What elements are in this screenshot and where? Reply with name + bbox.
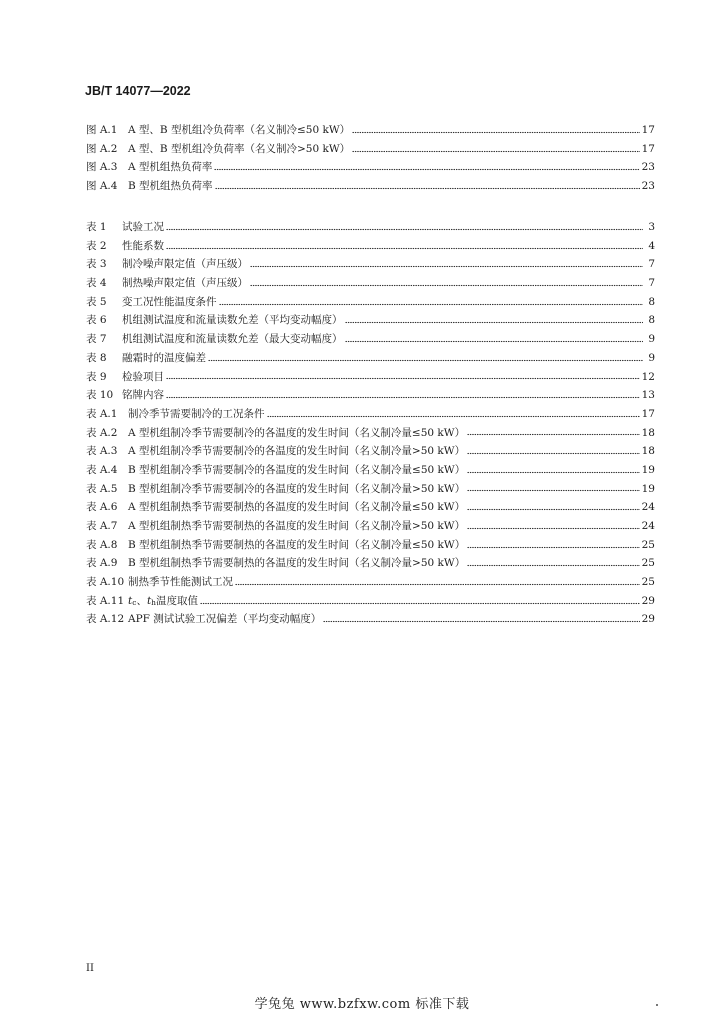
entry-page: 17 xyxy=(641,407,655,420)
entry-number: 表 8 xyxy=(86,351,107,364)
entry-title: B 型机组制热季节需要制热的各温度的发生时间（名义制冷量>50 kW） xyxy=(128,557,466,570)
dot-leader xyxy=(250,261,643,268)
toc-entry-table[interactable] xyxy=(86,255,655,274)
document-number: JB/T 14077—2022 xyxy=(85,84,191,98)
entry-number: 图 A.1 xyxy=(86,124,118,136)
entry-number: 表 9 xyxy=(86,370,107,383)
entry-number: 图 A.3 xyxy=(86,161,118,174)
dot-leader xyxy=(345,317,644,324)
dot-leader xyxy=(166,392,640,399)
entry-page: 12 xyxy=(641,370,655,383)
entry-number: 表 A.6 xyxy=(86,501,118,514)
toc-entry-table[interactable] xyxy=(86,237,655,256)
entry-title: 试验工况 xyxy=(122,221,164,233)
temperature-symbol-t: t xyxy=(128,594,133,607)
toc-entry-table[interactable] xyxy=(86,330,655,349)
entry-page: 19 xyxy=(641,463,655,476)
entry-number: 表 1 xyxy=(86,221,107,233)
dot-leader xyxy=(352,127,640,134)
entry-number: 表 A.2 xyxy=(86,426,118,439)
title-text: 温度取值 xyxy=(156,594,199,607)
entry-page: 23 xyxy=(641,180,655,193)
entry-title: B 型机组热负荷率 xyxy=(128,180,213,193)
dot-leader xyxy=(467,448,640,455)
entry-title: 制冷噪声限定值（声压级） xyxy=(122,258,248,271)
entry-page: 23 xyxy=(641,161,655,174)
entry-title: APF 测试试验工况偏差（平均变动幅度） xyxy=(128,613,322,626)
entry-number: 表 2 xyxy=(86,239,107,252)
entry-number: 表 A.9 xyxy=(86,557,118,570)
entry-page: 4 xyxy=(648,239,655,252)
entry-title: A 型机组制热季节需要制热的各温度的发生时间（名义制冷量>50 kW） xyxy=(128,520,466,532)
toc-entry-table[interactable] xyxy=(86,536,655,555)
dot-leader xyxy=(166,224,643,231)
dot-leader xyxy=(352,146,640,153)
entry-page: 18 xyxy=(641,445,655,458)
entry-number: 表 10 xyxy=(86,389,114,402)
entry-page: 9 xyxy=(648,351,655,364)
toc-entry-table[interactable] xyxy=(86,274,655,293)
entry-title: A 型机组制冷季节需要制冷的各温度的发生时间（名义制冷量>50 kW） xyxy=(128,445,466,458)
dot-leader xyxy=(166,243,643,250)
toc-entry-table[interactable] xyxy=(86,498,655,517)
entry-page: 13 xyxy=(641,389,655,402)
entry-number: 图 A.2 xyxy=(86,142,118,155)
entry-number: 表 A.12 xyxy=(86,613,125,626)
toc-entry-figure[interactable] xyxy=(86,177,655,196)
dot-leader xyxy=(267,411,640,418)
entry-number: 表 4 xyxy=(86,277,107,290)
entry-number: 表 5 xyxy=(86,295,107,308)
dot-leader xyxy=(250,280,643,287)
dot-leader xyxy=(323,616,639,623)
entry-title: 融霜时的温度偏差 xyxy=(122,351,206,364)
toc-entry-figure[interactable] xyxy=(86,140,655,159)
dot-leader xyxy=(166,373,640,380)
entry-number: 表 6 xyxy=(86,314,107,327)
entry-page: 25 xyxy=(641,576,655,589)
watermark-text: 学兔兔 www.bzfxw.com 标准下载 xyxy=(254,997,470,1012)
entry-title: A 型机组制热季节需要制热的各温度的发生时间（名义制冷量≤50 kW） xyxy=(128,501,466,514)
dot-leader xyxy=(208,355,643,362)
entry-page: 19 xyxy=(641,482,655,495)
entry-page: 24 xyxy=(641,501,655,514)
temperature-symbol-t: t xyxy=(146,594,152,607)
entry-number: 表 A.7 xyxy=(86,520,118,532)
entry-title: A 型、B 型机组冷负荷率（名义制冷>50 kW） xyxy=(128,142,351,155)
entry-page: 17 xyxy=(641,124,655,136)
toc-entry-table[interactable] xyxy=(86,592,655,611)
entry-number: 表 3 xyxy=(86,258,107,271)
toc-entry-table[interactable] xyxy=(86,554,655,573)
toc-entry-table[interactable] xyxy=(86,293,655,312)
entry-page: 25 xyxy=(641,557,655,570)
toc-entry-table[interactable] xyxy=(86,424,655,443)
entry-title: 机组测试温度和流量读数允差（平均变动幅度） xyxy=(122,314,343,327)
entry-title: A 型、B 型机组冷负荷率（名义制冷≤50 kW） xyxy=(128,124,351,136)
entry-number: 表 A.1 xyxy=(86,407,118,420)
entry-page: 7 xyxy=(648,258,655,271)
entry-title: B 型机组制冷季节需要制冷的各温度的发生时间（名义制冷量>50 kW） xyxy=(128,482,466,495)
subscript-h: h xyxy=(151,597,157,607)
entry-number: 表 A.11 xyxy=(86,594,125,607)
toc-entry-table[interactable] xyxy=(86,386,655,405)
dot-leader xyxy=(235,579,640,586)
toc-entry-figure[interactable] xyxy=(86,121,655,140)
toc-entry-table[interactable] xyxy=(86,573,655,592)
scan-speck xyxy=(656,1004,658,1006)
dot-leader xyxy=(467,542,639,549)
toc-entry-table[interactable] xyxy=(86,218,655,237)
entry-title: 检验项目 xyxy=(122,370,164,383)
entry-title: A 型机组制冷季节需要制冷的各温度的发生时间（名义制冷量≤50 kW） xyxy=(128,426,466,439)
dot-leader xyxy=(467,467,639,474)
toc-entry-table[interactable] xyxy=(86,368,655,387)
page-number-roman: II xyxy=(86,963,94,974)
dot-leader xyxy=(467,485,639,492)
entry-page: 29 xyxy=(641,594,655,607)
table-list xyxy=(86,218,655,629)
dot-leader xyxy=(467,504,640,511)
entry-title: 铭牌内容 xyxy=(122,389,164,402)
entry-title: 性能系数 xyxy=(122,239,164,252)
toc-entry-table[interactable] xyxy=(86,405,655,424)
entry-page: 8 xyxy=(648,295,655,308)
toc-entry-table[interactable] xyxy=(86,349,655,368)
entry-page: 25 xyxy=(641,538,655,551)
entry-page: 8 xyxy=(648,314,655,327)
entry-number: 表 7 xyxy=(86,333,107,346)
entry-title: A 型机组热负荷率 xyxy=(128,161,213,174)
toc-entry-table[interactable] xyxy=(86,442,655,461)
entry-number: 图 A.4 xyxy=(86,180,118,193)
entry-title: 制冷季节需要制冷的工况条件 xyxy=(128,407,265,420)
toc-entry-table[interactable] xyxy=(86,480,655,499)
toc-entry-table[interactable] xyxy=(86,461,655,480)
entry-number: 表 A.4 xyxy=(86,463,118,476)
toc-entry-figure[interactable] xyxy=(86,158,655,177)
dot-leader xyxy=(467,429,640,436)
entry-title: 制热季节性能测试工况 xyxy=(128,576,233,589)
entry-title xyxy=(128,592,198,613)
entry-number: 表 A.5 xyxy=(86,482,118,495)
entry-page: 18 xyxy=(641,426,655,439)
entry-page: 17 xyxy=(641,142,655,155)
entry-page: 7 xyxy=(648,277,655,290)
dot-leader xyxy=(467,560,639,567)
entry-title: B 型机组制冷季节需要制冷的各温度的发生时间（名义制冷量≤50 kW） xyxy=(128,463,466,476)
toc-entry-table[interactable] xyxy=(86,610,655,629)
entry-title: 制热噪声限定值（声压级） xyxy=(122,277,248,290)
entry-page: 24 xyxy=(641,520,655,532)
dot-leader xyxy=(345,336,644,343)
dot-leader xyxy=(200,598,640,605)
entry-title: 变工况性能温度条件 xyxy=(122,295,217,308)
entry-number: 表 A.3 xyxy=(86,445,118,458)
dot-leader xyxy=(215,183,640,190)
figure-list xyxy=(86,121,655,196)
toc-entry-table[interactable] xyxy=(86,311,655,330)
dot-leader xyxy=(219,299,644,306)
toc-entry-table[interactable] xyxy=(86,517,655,536)
entry-number: 表 A.8 xyxy=(86,538,118,551)
entry-page: 9 xyxy=(648,333,655,346)
entry-page: 29 xyxy=(641,613,655,626)
entry-title: B 型机组制热季节需要制热的各温度的发生时间（名义制冷量≤50 kW） xyxy=(128,538,466,551)
entry-number: 表 A.10 xyxy=(86,576,125,589)
entry-page: 3 xyxy=(648,221,655,233)
dot-leader xyxy=(214,164,639,171)
dot-leader xyxy=(467,523,640,530)
subscript-c: c xyxy=(132,597,137,607)
separator: 、 xyxy=(136,594,147,607)
entry-title: 机组测试温度和流量读数允差（最大变动幅度） xyxy=(122,333,343,346)
